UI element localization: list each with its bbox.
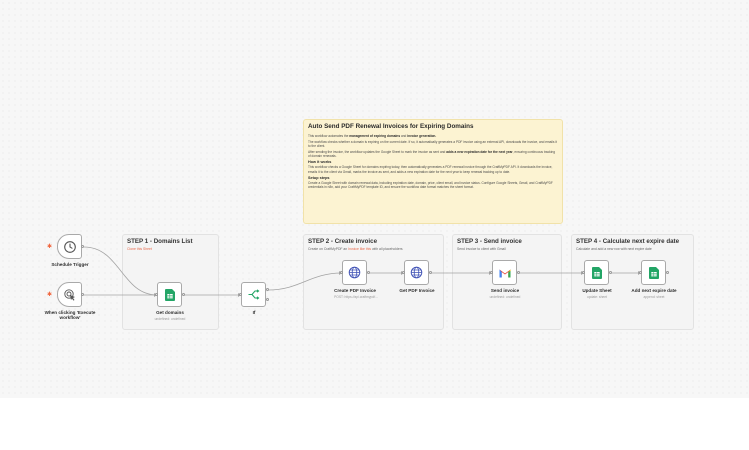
note-setup-title: Setup steps <box>308 175 330 180</box>
send-invoice-output-port[interactable] <box>517 271 520 274</box>
update-sheet-node[interactable] <box>584 260 609 285</box>
manual-trigger-node[interactable] <box>57 282 82 307</box>
note-paragraph-1: This workflow automates the management of expiring domains and invoice generation. <box>308 134 437 138</box>
step-3-subtitle: Send invoice to client with Gmail <box>457 247 506 251</box>
create-pdf-output-port[interactable] <box>367 271 370 274</box>
get-domains-subtitle: undefined: undefined <box>154 317 186 321</box>
send-invoice-node[interactable] <box>492 260 517 285</box>
google-sheets-icon <box>649 267 659 279</box>
note-title: Auto Send PDF Renewal Invoices for Expiring Domains <box>308 123 474 130</box>
note-setup-text: Create a Google Sheet with domain renewal data, including expiration date, domain, price, client email, and invoice status. Configure Google Sheets, Gmail, and CraftMyPDF credentials in n8n, add your CraftMyPDF template ID, and ensure the workflow date format matches the sheet format. <box>308 180 553 189</box>
get-pdf-output-port[interactable] <box>429 271 432 274</box>
if-input-port[interactable] <box>239 293 242 296</box>
if-label: If <box>252 310 256 315</box>
globe-icon <box>348 266 361 279</box>
step-2-title: STEP 2 - Create invoice <box>308 238 378 245</box>
get-domains-label: Get domains <box>156 310 184 315</box>
send-invoice-subtitle: undefined: undefined <box>489 295 521 299</box>
send-invoice-label: Send invoice <box>490 288 520 293</box>
note-paragraph-2: The workflow checks whether a domain is expiring on the current date. If so, it automatically generates a PDF invoice using an external API, downloads the invoice, and emails it to the client. <box>308 140 557 149</box>
get-pdf-input-port[interactable] <box>402 271 405 274</box>
update-sheet-subtitle: update: sheet <box>587 295 607 299</box>
step-4-subtitle: Calculate and add a new row with next expire date <box>576 247 652 251</box>
google-sheets-icon <box>592 267 602 279</box>
update-sheet-label: Update Sheet <box>582 288 612 293</box>
schedule-trigger-node[interactable] <box>57 234 82 259</box>
note-how-title: How it works <box>308 160 332 165</box>
create-pdf-input-port[interactable] <box>340 271 343 274</box>
step-2-note[interactable]: STEP 2 - Create invoice Create on CraftMyPDF an Invoice like this with all placeholders <box>303 234 444 330</box>
schedule-output-port[interactable] <box>81 245 84 248</box>
create-pdf-invoice-node[interactable] <box>342 260 367 285</box>
get-pdf-invoice-label: Get PDF Invoice <box>399 288 435 293</box>
if-true-port[interactable] <box>266 288 269 291</box>
step-1-title: STEP 1 - Domains List <box>127 238 193 245</box>
create-pdf-invoice-subtitle: POST: https://api.craftmypdf... <box>334 295 378 299</box>
add-next-expire-date-node[interactable] <box>641 260 666 285</box>
if-false-port[interactable] <box>266 298 269 301</box>
create-pdf-invoice-label: Create PDF Invoice <box>334 288 376 293</box>
trigger-bolt-icon: ✱ <box>47 244 53 250</box>
update-sheet-input-port[interactable] <box>582 271 585 274</box>
cursor-click-icon <box>63 288 77 302</box>
get-domains-output-port[interactable] <box>182 293 185 296</box>
clone-sheet-link[interactable]: Clone this Sheet <box>127 247 152 251</box>
add-next-expire-date-label: Add next expire date <box>631 288 677 293</box>
send-invoice-input-port[interactable] <box>490 271 493 274</box>
step-4-title: STEP 4 - Calculate next expire date <box>576 238 680 245</box>
add-next-output-port[interactable] <box>666 271 669 274</box>
note-paragraph-3: After sending the invoice, the workflow updates the Google Sheet to mark the invoice as sent and adds a new expiration date for the next year, ensuring continuous tracking of domain renewals. <box>308 150 556 159</box>
note-how-text: This workflow checks a Google Sheet for domains expiring today, then automatically generates a PDF renewal invoice through the CraftMyPDF API. It downloads the invoice, emails it to the client via Gmail, marks the invoice as sent, and adds a new expiration date for the next year to keep renewal tracking up to date. <box>308 165 553 174</box>
invoice-template-link[interactable]: Invoice like this <box>348 247 372 251</box>
manual-trigger-label: When clicking 'Execute workflow' <box>44 310 96 321</box>
schedule-trigger-label: Schedule Trigger <box>51 262 89 267</box>
branch-icon <box>247 288 260 301</box>
get-domains-node[interactable] <box>157 282 182 307</box>
get-pdf-invoice-node[interactable] <box>404 260 429 285</box>
google-sheets-icon <box>165 289 175 301</box>
if-node[interactable] <box>241 282 266 307</box>
get-domains-input-port[interactable] <box>155 293 158 296</box>
add-next-input-port[interactable] <box>639 271 642 274</box>
update-sheet-output-port[interactable] <box>609 271 612 274</box>
globe-icon <box>410 266 423 279</box>
trigger-bolt-icon: ✱ <box>47 292 53 298</box>
step-3-title: STEP 3 - Send invoice <box>457 238 522 245</box>
gmail-icon <box>499 268 511 278</box>
manual-output-port[interactable] <box>81 293 84 296</box>
add-next-expire-date-subtitle: append: sheet <box>643 295 665 299</box>
clock-icon <box>63 240 77 254</box>
connection-schedule-to-get-domains <box>84 247 157 295</box>
